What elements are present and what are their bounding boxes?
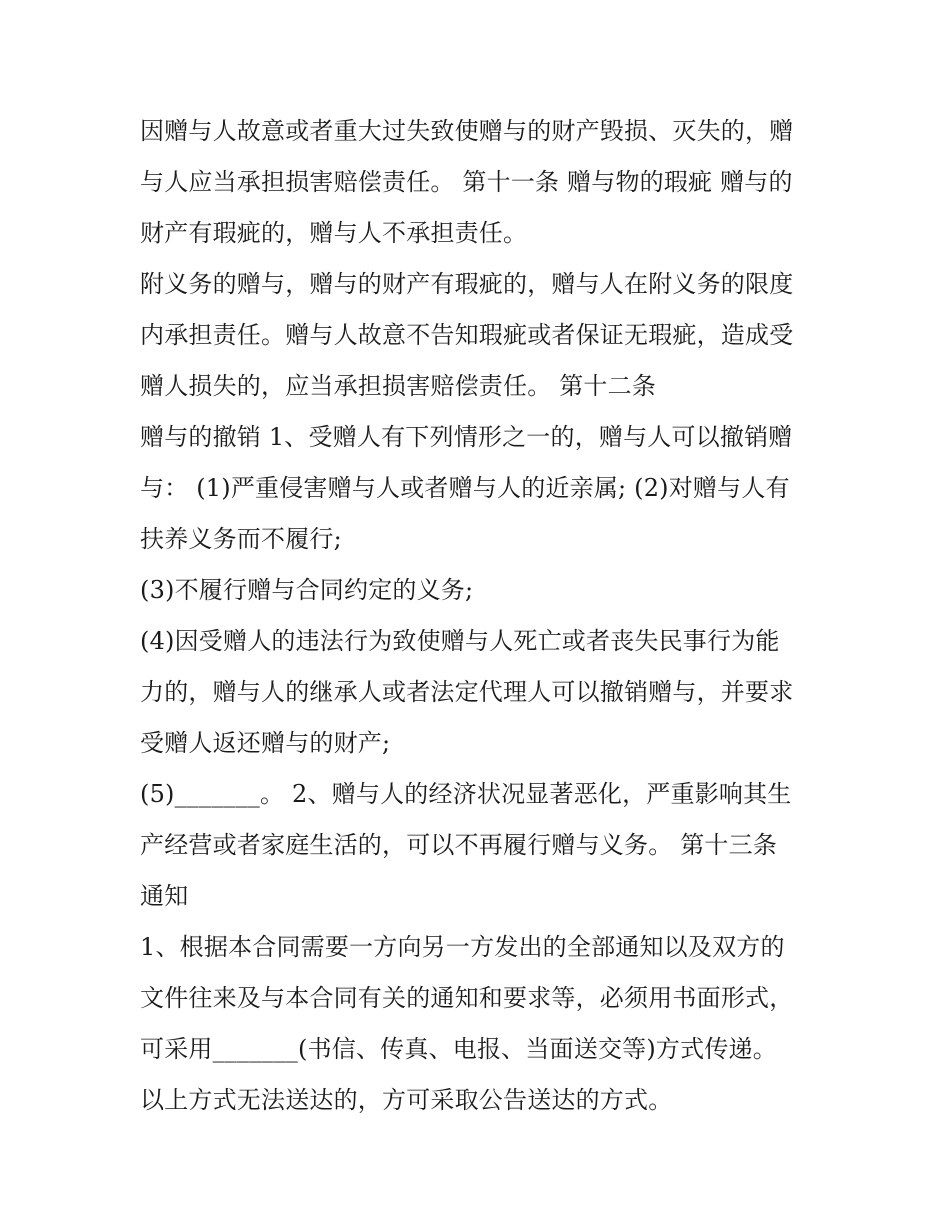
text-line: 通知 [140,882,189,910]
text-line: 与： (1)严重侵害赠与人或者赠与人的近亲属; (2)对赠与人有 [140,474,790,502]
text-line: 产经营或者家庭生活的，可以不再履行赠与义务。 第十三条 [140,831,778,859]
text-line: 内承担责任。赠与人故意不告知瑕疵或者保证无瑕疵，造成受 [140,321,794,349]
text-line: 与人应当承担损害赔偿责任。 第十一条 赠与物的瑕疵 赠与的 [140,168,793,196]
text-line: 文件往来及与本合同有关的通知和要求等，必须用书面形式， [140,984,794,1012]
text-line: (4)因受赠人的违法行为致使赠与人死亡或者丧失民事行为能 [140,627,780,655]
text-line: 财产有瑕疵的，赠与人不承担责任。 [140,219,528,247]
text-line: 赠与的撤销 1、受赠人有下列情形之一的，赠与人可以撤销赠 [140,423,793,451]
text-line: 附义务的赠与，赠与的财产有瑕疵的，赠与人在附义务的限度 [140,270,794,298]
text-line: 赠人损失的，应当承担损害赔偿责任。 第十二条 [140,372,657,400]
text-line: 力的，赠与人的继承人或者法定代理人可以撤销赠与，并要求 [140,678,794,706]
text-line: (3)不履行赠与合同约定的义务; [140,576,474,604]
text-line: 以上方式无法送达的，方可采取公告送达的方式。 [140,1086,673,1114]
text-line: 1、根据本合同需要一方向另一方发出的全部通知以及双方的 [140,933,785,961]
document-body [140,106,820,1126]
text-line: (5)_______。 2、赠与人的经济状况显著恶化，严重影响其生 [140,780,792,808]
text-line: 可采用_______(书信、传真、电报、当面送交等)方式传递。 [140,1035,777,1063]
text-line: 受赠人返还赠与的财产; [140,729,391,757]
text-line: 扶养义务而不履行; [140,525,342,553]
text-line: 因赠与人故意或者重大过失致使赠与的财产毁损、灭失的，赠 [140,117,794,145]
